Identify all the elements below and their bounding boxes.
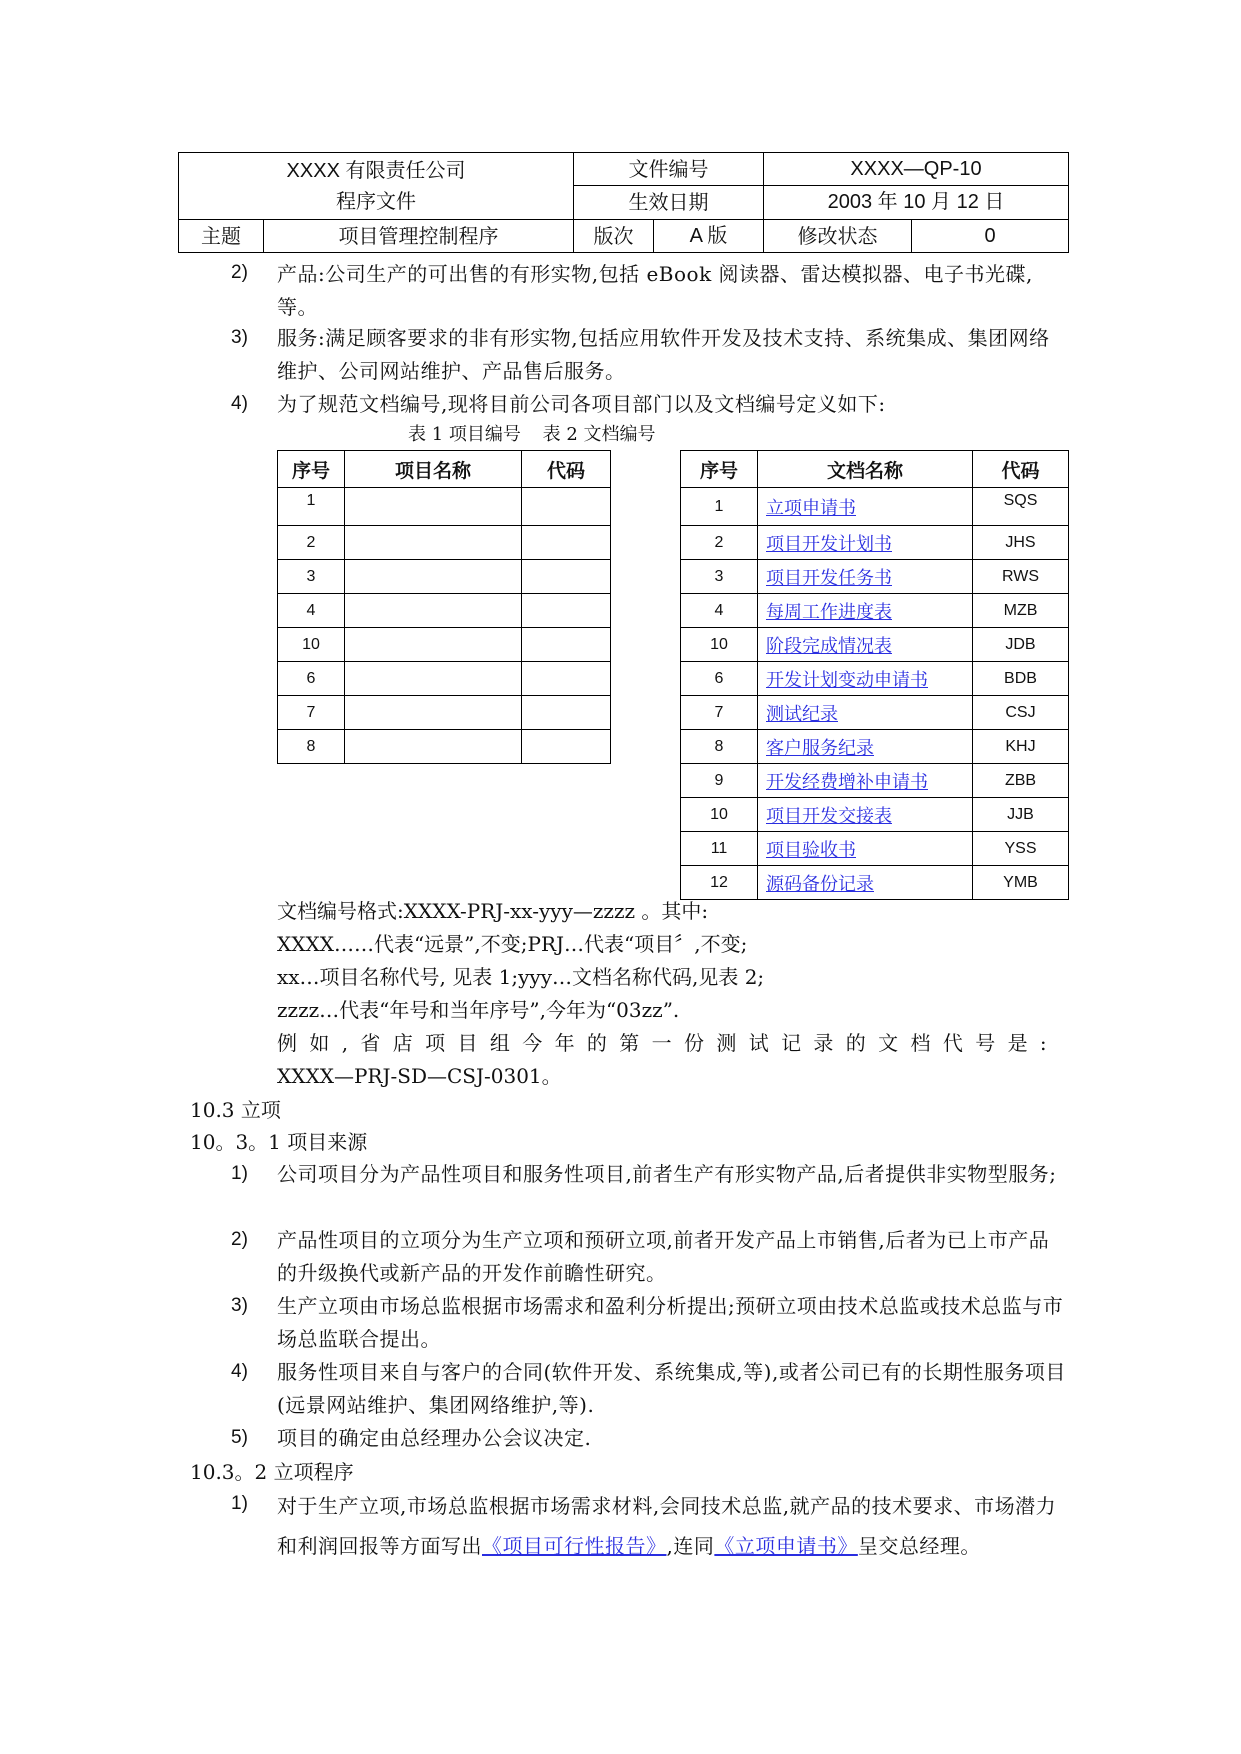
item-text: 项目的确定由总经理办公会议决定. xyxy=(277,1426,592,1450)
table-row xyxy=(681,594,1069,628)
row-code xyxy=(522,488,611,526)
format-line: XXXX……代表“远景”,不变;PRJ…代表“项目〞,不变; xyxy=(277,932,748,956)
item-text: 产品:公司生产的可出售的有形实物,包括 eBook 阅读器、雷达模拟器、电子书光碟,等。 xyxy=(277,262,1033,319)
row-code: JJB xyxy=(973,798,1069,832)
document-name-link[interactable]: 立项申请书 xyxy=(758,488,973,526)
table1-header-no: 序号 xyxy=(278,451,345,488)
format-line: 例 如 , 省 店 项 目 组 今 年 的 第 一 份 测 试 记 录 的 文 档 代 号 是 : xyxy=(277,1031,1050,1055)
document-name-link[interactable]: 阶段完成情况表 xyxy=(758,628,973,662)
row-code: MZB xyxy=(973,594,1069,628)
item-text: 为了规范文档编号,现将目前公司各项目部门以及文档编号定义如下: xyxy=(277,392,886,416)
table-row xyxy=(278,526,611,560)
doc-type: 程序文件 xyxy=(336,189,416,213)
format-line: 文档编号格式:XXXX-PRJ-xx-yyy—zzzz 。其中: xyxy=(277,899,709,923)
row-name xyxy=(345,662,522,696)
table-row xyxy=(681,764,1069,798)
table1-header-code: 代码 xyxy=(522,451,611,488)
row-no: 1 xyxy=(681,488,758,526)
row-no: 11 xyxy=(681,832,758,866)
document-code-table xyxy=(680,450,1069,900)
row-no: 8 xyxy=(681,730,758,764)
section-heading: 10.3 立项 xyxy=(190,1098,281,1122)
row-code: KHJ xyxy=(973,730,1069,764)
table2-header-code: 代码 xyxy=(973,451,1069,488)
row-name xyxy=(345,628,522,662)
item-number: 1) xyxy=(231,1163,248,1184)
item-text: 公司项目分为产品性项目和服务性项目,前者生产有形实物产品,后者提供非实物型服务; xyxy=(277,1162,1057,1186)
document-name-link[interactable]: 项目验收书 xyxy=(758,832,973,866)
table-row xyxy=(278,628,611,662)
row-code: YMB xyxy=(973,866,1069,900)
table-row xyxy=(278,560,611,594)
item-number: 3) xyxy=(231,327,248,348)
row-name xyxy=(345,560,522,594)
company-name: XXXX 有限责任公司 xyxy=(286,160,466,182)
subject: 项目管理控制程序 xyxy=(264,220,574,253)
row-no: 10 xyxy=(681,628,758,662)
row-no: 7 xyxy=(278,696,345,730)
table-row xyxy=(681,696,1069,730)
item-text: 生产立项由市场总监根据市场需求和盈利分析提出;预研立项由技术总监或技术总监与市场总监联合提出。 xyxy=(277,1294,1064,1351)
item-number: 2) xyxy=(231,262,248,283)
revision-label: 修改状态 xyxy=(764,220,912,253)
row-code xyxy=(522,560,611,594)
table-row xyxy=(681,866,1069,900)
item-text-part: 对于生产立项,市场总监根据市场需求材料,会同技术总监,就产品的技术要求、市场潜力和利润回报等方面写出 xyxy=(277,1494,1057,1558)
table2-header-name: 文档名称 xyxy=(758,451,973,488)
table-row xyxy=(278,662,611,696)
table1-caption: 表 1 项目编号 xyxy=(408,424,521,445)
item-number: 2) xyxy=(231,1229,248,1250)
format-line: zzzz…代表“年号和当年序号”,今年为“03zz”. xyxy=(277,998,680,1022)
table-row xyxy=(681,488,1069,526)
row-name xyxy=(345,696,522,730)
document-name-link[interactable]: 项目开发计划书 xyxy=(758,526,973,560)
row-code xyxy=(522,526,611,560)
table-row xyxy=(278,488,611,526)
table-row xyxy=(681,662,1069,696)
row-code: YSS xyxy=(973,832,1069,866)
row-code xyxy=(522,662,611,696)
document-name-link[interactable]: 项目开发任务书 xyxy=(758,560,973,594)
row-name xyxy=(345,526,522,560)
table-row xyxy=(278,730,611,764)
row-code: JHS xyxy=(973,526,1069,560)
item-number: 4) xyxy=(231,1361,248,1382)
item-text: 服务:满足顾客要求的非有形实物,包括应用软件开发及技术支持、系统集成、集团网络维护、公司网站维护、产品售后服务。 xyxy=(277,326,1050,383)
item-text: 服务性项目来自与客户的合同(软件开发、系统集成,等),或者公司已有的长期性服务项目(远景网站维护、集团网络维护,等). xyxy=(277,1360,1066,1417)
document-name-link[interactable]: 源码备份记录 xyxy=(758,866,973,900)
row-no: 8 xyxy=(278,730,345,764)
row-no: 6 xyxy=(681,662,758,696)
row-code xyxy=(522,628,611,662)
subject-label: 主题 xyxy=(179,220,264,253)
item-number: 5) xyxy=(231,1427,248,1448)
row-name xyxy=(345,730,522,764)
revision: 0 xyxy=(912,220,1069,253)
table-row xyxy=(681,628,1069,662)
row-code: RWS xyxy=(973,560,1069,594)
format-line: XXXX—PRJ-SD—CSJ-0301。 xyxy=(277,1064,562,1088)
row-code: JDB xyxy=(973,628,1069,662)
version: A 版 xyxy=(654,220,764,253)
table-row xyxy=(681,798,1069,832)
format-line: xx…项目名称代号, 见表 1;yyy…文档名称代码,见表 2; xyxy=(277,965,765,989)
table-row xyxy=(278,696,611,730)
row-no: 4 xyxy=(681,594,758,628)
document-name-link[interactable]: 测试纪录 xyxy=(758,696,973,730)
item-text: 产品性项目的立项分为生产立项和预研立项,前者开发产品上市销售,后者为已上市产品的升级换代或新产品的开发作前瞻性研究。 xyxy=(277,1228,1050,1285)
table-row xyxy=(681,560,1069,594)
feasibility-report-link[interactable]: 《项目可行性报告》 xyxy=(482,1534,667,1558)
row-code: ZBB xyxy=(973,764,1069,798)
row-no: 9 xyxy=(681,764,758,798)
table-captions xyxy=(408,420,672,446)
row-code: BDB xyxy=(973,662,1069,696)
project-code-table xyxy=(277,450,611,764)
company-cell xyxy=(179,153,574,220)
effective-label: 生效日期 xyxy=(628,190,709,214)
item-text xyxy=(277,1486,1067,1566)
file-no: XXXX—QP-10 xyxy=(764,153,1068,186)
project-application-link[interactable]: 《立项申请书》 xyxy=(714,1534,858,1558)
document-header-table xyxy=(178,152,1069,253)
version-label: 版次 xyxy=(574,220,654,253)
row-no: 2 xyxy=(681,526,758,560)
file-no-label: 文件编号 xyxy=(574,153,763,186)
row-no: 1 xyxy=(278,488,345,526)
row-name xyxy=(345,488,522,526)
item-text-part: ,连同 xyxy=(666,1534,715,1558)
table-row xyxy=(278,594,611,628)
section-heading: 10.3。2 立项程序 xyxy=(190,1460,354,1484)
table2-caption: 表 2 文档编号 xyxy=(542,424,656,445)
row-no: 2 xyxy=(278,526,345,560)
row-code xyxy=(522,696,611,730)
document-name-link[interactable]: 项目开发交接表 xyxy=(758,798,973,832)
item-number: 1) xyxy=(231,1493,248,1514)
table-row xyxy=(681,526,1069,560)
item-text-part: 呈交总经理。 xyxy=(857,1534,981,1558)
row-code xyxy=(522,730,611,764)
row-name xyxy=(345,594,522,628)
document-name-link[interactable]: 客户服务纪录 xyxy=(758,730,973,764)
row-code: SQS xyxy=(973,488,1069,526)
row-no: 10 xyxy=(278,628,345,662)
row-no: 7 xyxy=(681,696,758,730)
effective-date: 2003 年 10 月 12 日 xyxy=(827,191,1005,213)
item-number: 3) xyxy=(231,1295,248,1316)
item-number: 4) xyxy=(231,393,248,414)
row-code: CSJ xyxy=(973,696,1069,730)
document-name-link[interactable]: 每周工作进度表 xyxy=(758,594,973,628)
row-code xyxy=(522,594,611,628)
row-no: 12 xyxy=(681,866,758,900)
row-no: 6 xyxy=(278,662,345,696)
table1-header-name: 项目名称 xyxy=(345,451,522,488)
row-no: 3 xyxy=(278,560,345,594)
table2-header-no: 序号 xyxy=(681,451,758,488)
document-name-link[interactable]: 开发经费增补申请书 xyxy=(758,764,973,798)
row-no: 4 xyxy=(278,594,345,628)
table-row xyxy=(681,730,1069,764)
section-heading: 10。3。1 项目来源 xyxy=(190,1130,368,1154)
row-no: 10 xyxy=(681,798,758,832)
row-no: 3 xyxy=(681,560,758,594)
table-row xyxy=(681,832,1069,866)
document-name-link[interactable]: 开发计划变动申请书 xyxy=(758,662,973,696)
